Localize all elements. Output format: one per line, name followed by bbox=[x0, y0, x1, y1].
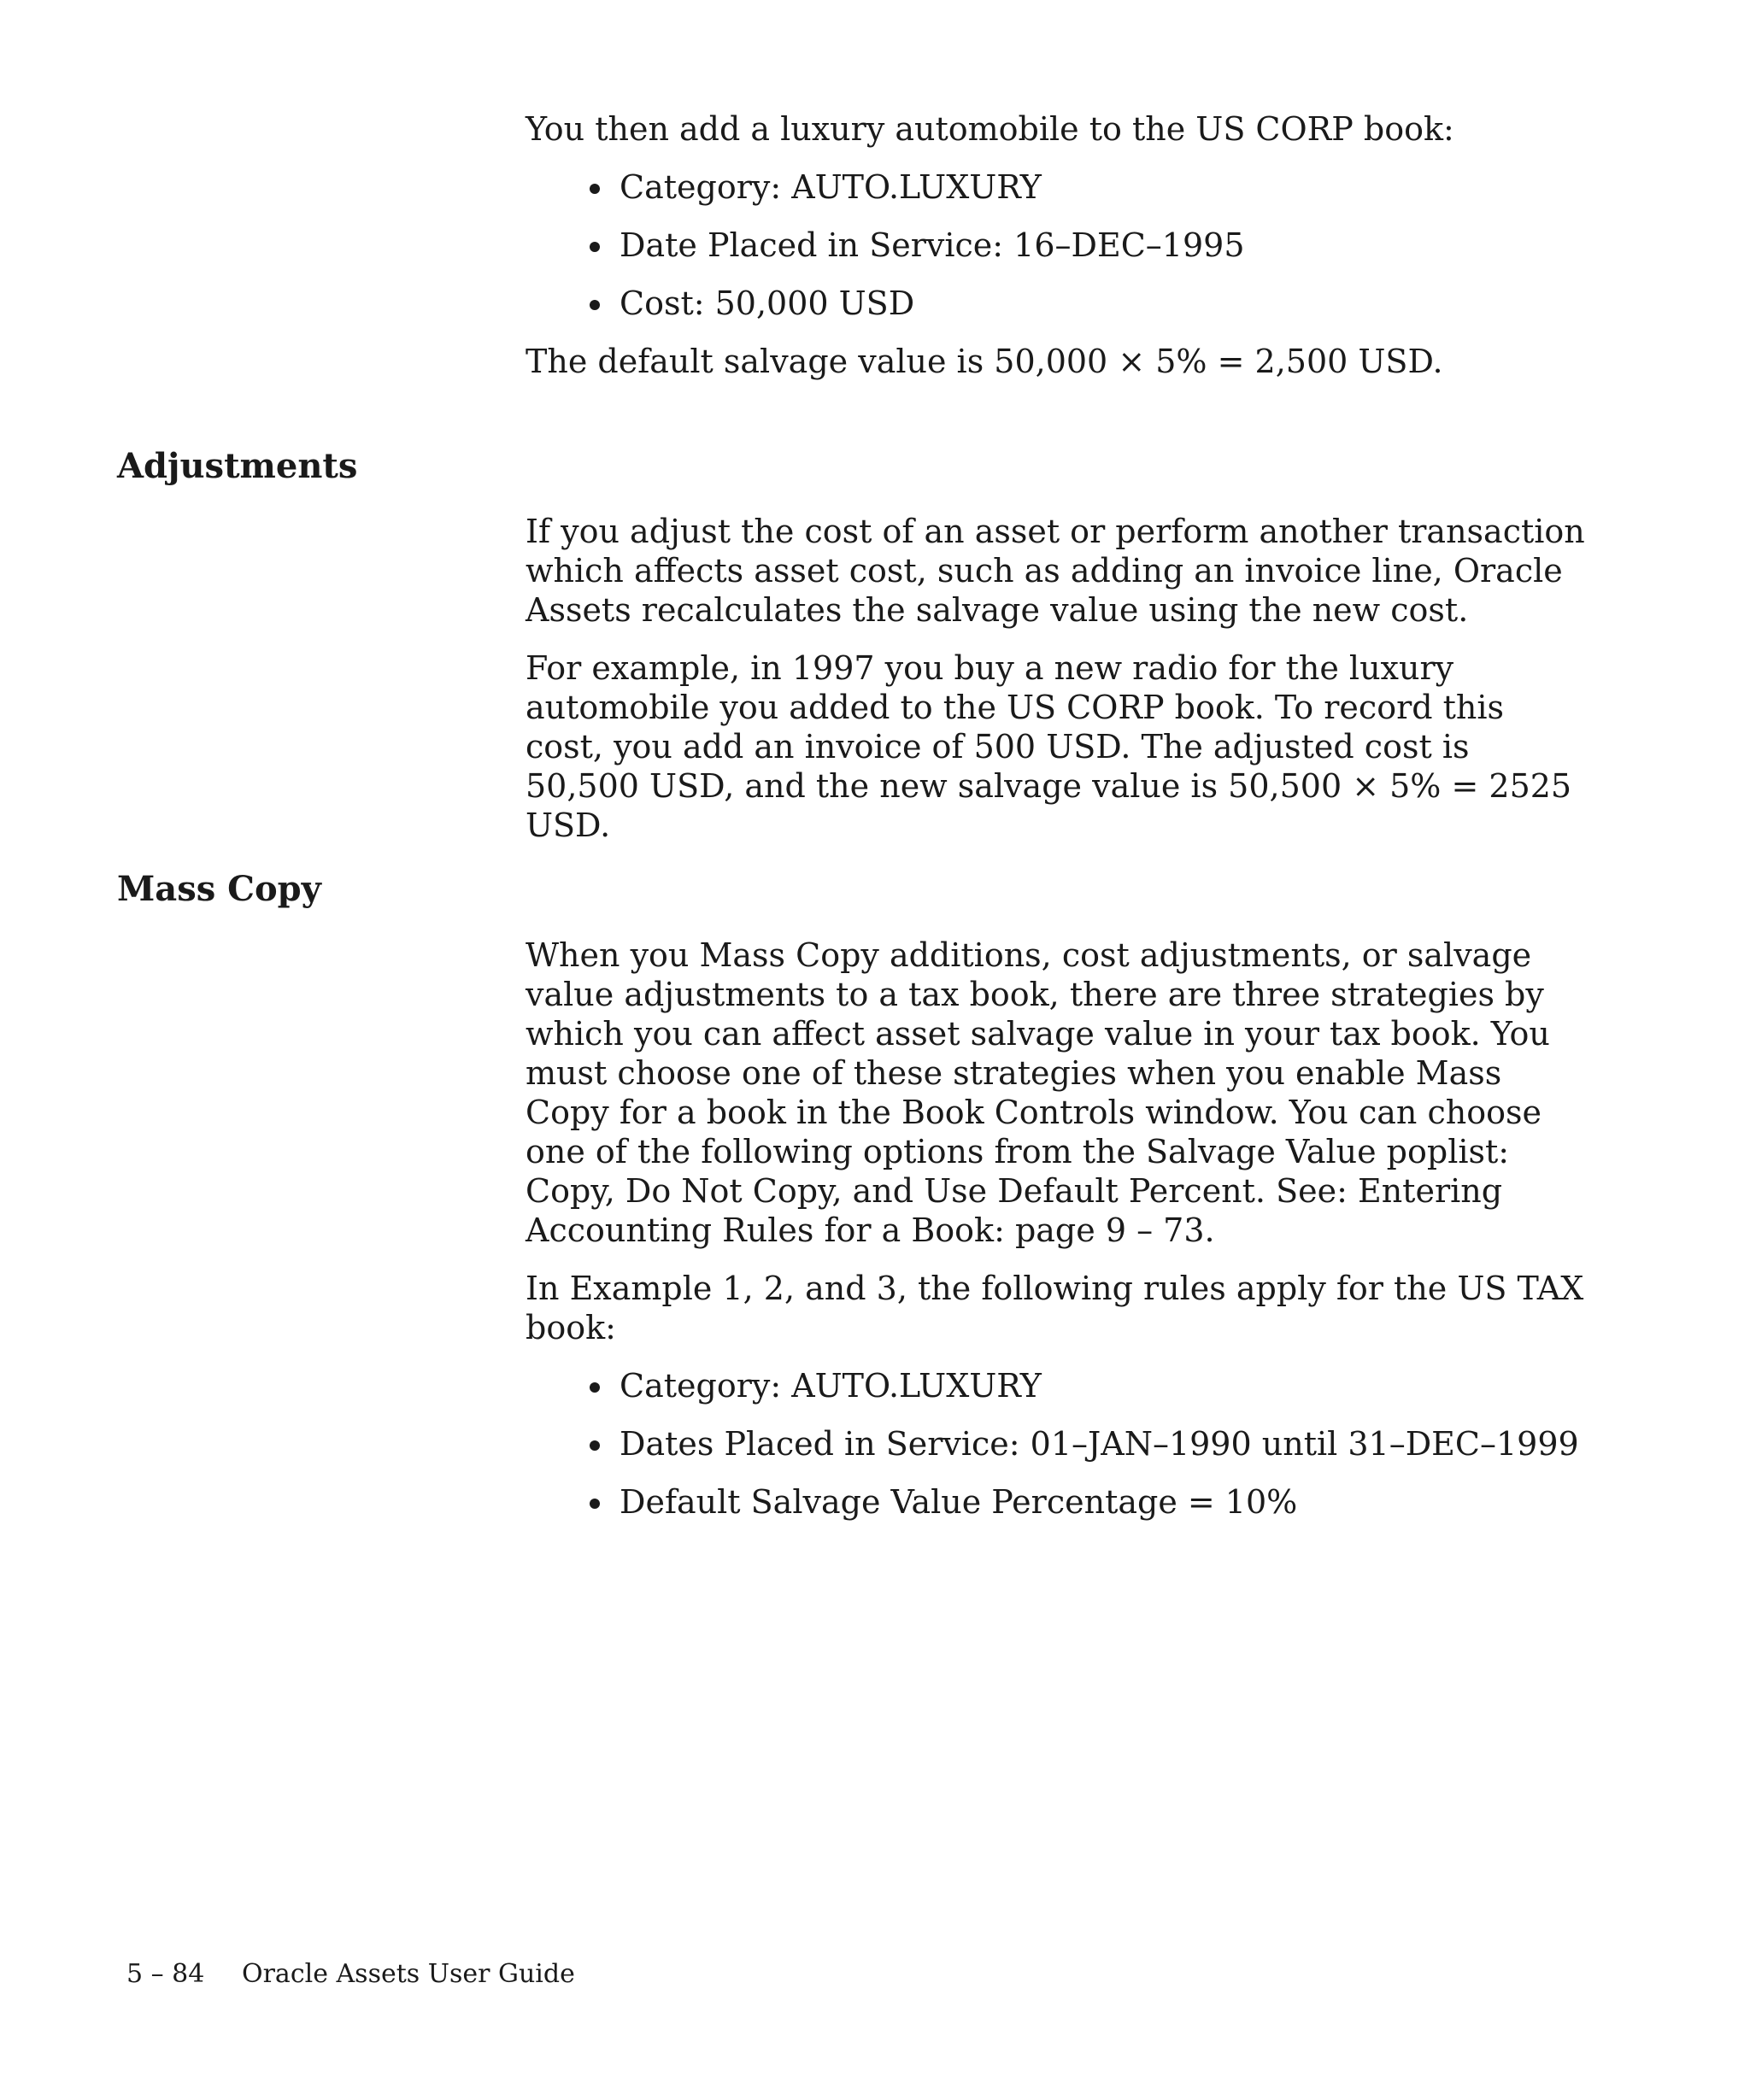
mass-copy-paragraph: In Example 1, 2, and 3, the following rules apply for the US TAX book: bbox=[526, 1270, 1584, 1346]
adjustments-section bbox=[526, 512, 1585, 845]
list-item: Default Salvage Value Percentage = 10% bbox=[526, 1482, 1585, 1522]
intro-lead-text: You then add a luxury automobile to the US CORP book: bbox=[526, 110, 1454, 148]
mass-copy-paragraph: When you Mass Copy additions, cost adjustments, or salvage value adjustments to a tax book, there are three strategies by which you can affect asset salvage value in your tax book. You must choose one of these strategies when you enable Mass Copy for a book in the Book Controls window. You can choose one of the following options from the Salvage Value poplist: Copy, Do Not Copy, and Use Default Percent. See: Entering Accounting Rules for a Book: page 9 – 73. bbox=[526, 936, 1550, 1249]
mass-copy-bullet-list bbox=[526, 1366, 1585, 1522]
intro-bullet-list bbox=[526, 167, 1585, 323]
mass-copy-section bbox=[526, 936, 1585, 1522]
mass-copy-heading: Mass Copy bbox=[117, 869, 321, 909]
list-item: Category: AUTO.LUXURY bbox=[526, 167, 1585, 207]
list-item: Dates Placed in Service: 01–JAN–1990 until 31–DEC–1999 bbox=[526, 1424, 1585, 1464]
list-item: Cost: 50,000 USD bbox=[526, 284, 1585, 323]
adjustments-paragraph: If you adjust the cost of an asset or perform another transaction which affects asset cost, such as adding an invoice line, Oracle Assets recalculates the salvage value using the new cost. bbox=[526, 513, 1585, 629]
list-item: Category: AUTO.LUXURY bbox=[526, 1366, 1585, 1405]
list-item: Date Placed in Service: 16–DEC–1995 bbox=[526, 226, 1585, 265]
page-number: 5 – 84 bbox=[126, 1959, 205, 1989]
intro-section bbox=[526, 109, 1585, 381]
adjustments-heading: Adjustments bbox=[117, 446, 358, 486]
book-title: Oracle Assets User Guide bbox=[242, 1959, 575, 1989]
page-footer bbox=[126, 1959, 575, 1990]
adjustments-paragraph: For example, in 1997 you buy a new radio for the luxury automobile you added to the US CORP book. To record this cost, you add an invoice of 500 USD. The adjusted cost is 50,500 USD, and the new salvage value is 50,500 × 5% = 2525 USD. bbox=[526, 649, 1572, 844]
intro-closing-text: The default salvage value is 50,000 × 5% = 2,500 USD. bbox=[526, 343, 1443, 380]
